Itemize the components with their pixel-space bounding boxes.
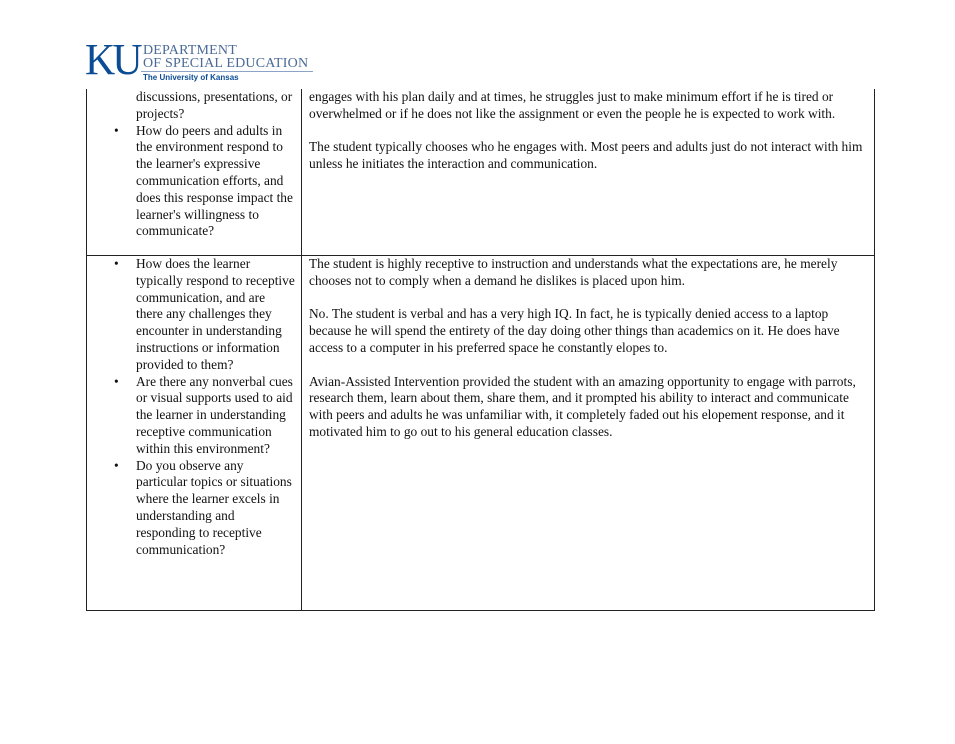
communication-assessment-table [86, 89, 875, 611]
answer-paragraph: engages with his plan daily and at times, he struggles just to make minimum effort if he is tired or overwhelmed or if he does not like the assignment or even the people he is expected to work with. [309, 89, 836, 121]
answer-paragraph: The student is highly receptive to instruction and understands what the expectations are, he merely chooses not to comply when a demand he dislikes is placed upon him. [309, 256, 838, 288]
department-line-1: DEPARTMENT [143, 43, 237, 58]
question-continuation: discussions, presentations, or projects? [136, 89, 293, 121]
table-row-expressive [87, 89, 875, 256]
university-name: The University of Kansas [143, 73, 239, 82]
question-list [87, 123, 301, 241]
answer-cell [302, 256, 875, 611]
department-line-2: OF SPECIAL EDUCATION [143, 56, 309, 71]
table-row-receptive [87, 256, 875, 611]
answer-text [302, 89, 874, 173]
answer-cell [302, 89, 875, 256]
ku-logo-mark: KU [85, 35, 140, 84]
answer-paragraph: Avian-Assisted Intervention provided the student with an amazing opportunity to engage with parrots, research them, learn about them, share them, and it prompted his ability to interact and communicate with peers and adults he was unfamiliar with, it completely faded out his elopement response, and it motivated him to go out to his general education classes. [309, 373, 856, 439]
question-cell [87, 89, 302, 256]
question-item: • How do peers and adults in the environment respond to the learner's expressive communication efforts, and does this response impact the learner's willingness to communicate? [87, 123, 295, 241]
answer-paragraph: The student typically chooses who he engages with. Most peers and adults just do not interact with him unless he initiates the interaction and communication. [309, 139, 863, 172]
answer-text [302, 256, 874, 441]
ku-special-education-logo [85, 35, 320, 84]
department-name [143, 44, 308, 70]
question-list [87, 256, 301, 558]
question-item: • How does the learner typically respond to receptive communication, and are there any challenges they encounter in understanding instructions or information provided to them? [87, 256, 295, 374]
question-item: • Are there any nonverbal cues or visual supports used to aid the learner in understanding receptive communication within this environment? [87, 374, 295, 458]
logo-divider [141, 71, 313, 72]
question-cell [87, 256, 302, 611]
answer-paragraph: No. The student is verbal and has a very high IQ. In fact, he is typically denied access to a laptop because he will spend the entirety of the day doing other things than academics on it. He does have access to a computer in his preferred space he constantly elopes to. [309, 306, 840, 355]
question-item: • Do you observe any particular topics or situations where the learner excels in understanding and responding to receptive communication? [87, 458, 295, 559]
